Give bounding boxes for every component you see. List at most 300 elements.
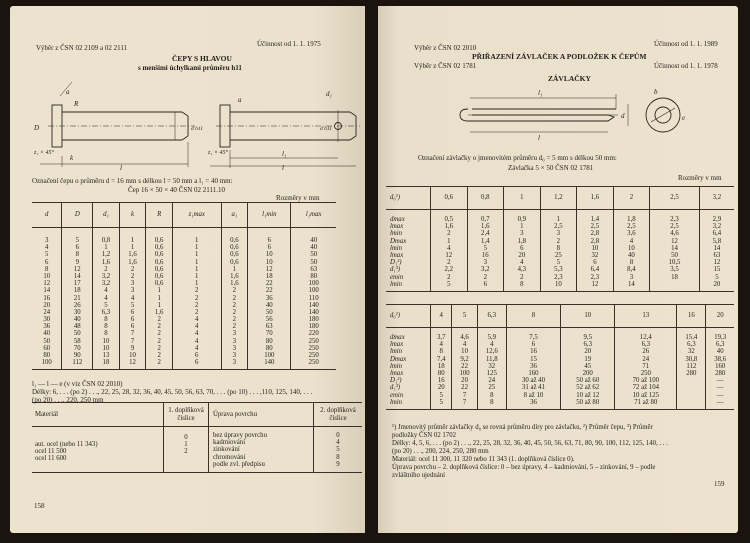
label-a-2: a	[238, 96, 242, 104]
dim-cell: 3	[232, 344, 237, 352]
cotter-cell	[677, 399, 705, 406]
mat-surface: chromování	[213, 453, 246, 461]
cotter-header-cell: 6,3	[477, 305, 506, 328]
dim-cell: 0,6	[154, 251, 164, 259]
dim-cell: 3	[232, 359, 237, 367]
cotter-cell: 10	[591, 244, 599, 252]
mat-surface: kadmiování	[213, 439, 246, 447]
cotter-cell: 30,8	[685, 355, 698, 363]
cotter-cell: 5	[439, 398, 443, 406]
footnote-4: Úprava povrchu – 2. doplňková číslice: 0 – bez úpravy, 4 – kadmiování, 5 – zinkování, 9 – podle	[392, 464, 656, 471]
dim-cell: 2	[232, 301, 237, 309]
dim-cell: 180	[308, 323, 319, 331]
cotter-cell: 6	[531, 341, 536, 349]
cotter-column	[699, 210, 734, 292]
cotter-cell: 1	[447, 237, 451, 245]
cotter-cell: —	[716, 391, 724, 399]
dim-cell: 18	[102, 359, 110, 367]
cotter-cell: 19	[584, 355, 592, 363]
cotter-cell: 10,5	[668, 259, 681, 267]
cotter-row-label: d₁³)	[390, 384, 401, 392]
dim-cell: 2	[157, 344, 161, 352]
cotter-header-cell: 13	[615, 305, 677, 328]
dim-cell: 50	[73, 330, 81, 338]
cotter-label-e: e	[682, 114, 686, 122]
cotter-cell: 2,5	[554, 223, 563, 231]
mat-header-digit2: 2. doplňková číslice	[314, 403, 363, 427]
mat-digit2: 5	[336, 446, 340, 454]
dim-cell: 1,6	[230, 280, 239, 288]
cotter-drawing	[458, 84, 688, 144]
cotter-cell: 5	[483, 244, 487, 252]
cotter-row-label: lmax	[390, 369, 404, 377]
cotter-cell: 16	[481, 251, 489, 259]
dim-cell: 5	[104, 301, 108, 309]
cotter-cell: 4,6	[460, 334, 469, 341]
cotter-cell: 5	[556, 259, 561, 267]
label-z45-2: z₁ × 45°	[208, 150, 228, 156]
cotter-column	[452, 328, 477, 410]
cotter-row-labels	[386, 328, 431, 410]
cotter-cell: 14	[671, 244, 678, 252]
cotter-table-small	[386, 186, 734, 292]
dim-cell: 1,6	[128, 258, 137, 266]
dim-cell: 16	[43, 294, 51, 302]
cotter-cell: 4	[447, 244, 451, 252]
cotter-cell: 32	[591, 251, 599, 259]
cotter-cell: 1	[556, 216, 561, 223]
dim-column	[146, 228, 173, 370]
cotter-cell: 6,3	[715, 341, 725, 349]
footnote-2: Délky: 4, 5, 6, . . . (po 2) . . ., 22, 25, 28, 32, 36, 40, 45, 50, 56, 63, 71, 80, 90, 100, 112, 125, 140, . . .	[392, 440, 668, 447]
dim-cell: 2	[232, 287, 237, 295]
cotter-cell: 25	[488, 384, 496, 392]
footnote-4b: zvláštního ujednání	[392, 472, 446, 479]
pin-units-note: Rozměry v mm	[276, 194, 320, 202]
cotter-cell: 1,6	[481, 223, 490, 231]
dim-cell: 2	[157, 316, 161, 324]
dim-cell: 0,6	[230, 237, 239, 244]
cotter-column	[577, 210, 614, 292]
dim-header-cell: l₁max	[291, 203, 336, 228]
dim-cell: 10	[102, 337, 110, 345]
cotter-cell	[650, 281, 699, 288]
cotter-cell: 1,8	[517, 237, 527, 245]
dim-cell: 1	[157, 301, 161, 309]
dim-cell: 4	[195, 316, 199, 324]
cotter-row-label: lmax	[390, 251, 404, 259]
dim-header-cell: z₁max	[172, 203, 221, 228]
cotter-column	[431, 210, 468, 292]
cotter-cell: 5	[439, 391, 443, 399]
cotter-cell: 45	[584, 362, 592, 370]
dim-cell: 10	[102, 344, 110, 352]
cotter-column	[467, 210, 504, 292]
cotter-cell: 2	[447, 259, 451, 267]
dim-cell: 63	[310, 265, 318, 273]
mat-header-surface: Úprava povrchu	[209, 403, 314, 427]
cotter-header-cell: 0,6	[431, 187, 468, 210]
dim-cell: 40	[310, 237, 318, 244]
right-title: PŘIŘAZENÍ ZÁVLAČEK A PODLOŽEK K ČEPŮM	[472, 52, 647, 61]
dim-cell: 112	[72, 359, 83, 367]
cotter-header-cell: 5	[452, 305, 477, 328]
dim-cell: 2	[157, 337, 161, 345]
cotter-cell: 15	[713, 266, 721, 274]
dim-cell: 50	[310, 251, 318, 259]
cotter-cell: 6,3	[583, 341, 592, 349]
dim-cell: 18	[265, 272, 273, 280]
cotter-cell: 100	[459, 369, 470, 377]
dim-cell: 18	[73, 287, 81, 295]
cotter-row-label: D₁²)	[390, 377, 402, 385]
dim-cell: 4	[195, 337, 199, 345]
cotter-cell: 5,9	[487, 334, 497, 341]
cotter-column	[650, 210, 700, 292]
dim-cell: 14	[73, 272, 81, 280]
cotter-cell: 0,7	[481, 216, 490, 223]
cotter-cell: 3	[483, 259, 487, 267]
cotter-row-label: lmin	[390, 244, 403, 252]
dim-cell: 30	[43, 316, 51, 324]
dim-cell: 48	[73, 323, 81, 331]
dim-header-cell: d	[32, 203, 62, 228]
cotter-cell: 4	[520, 259, 524, 267]
cotter-cell: 2	[520, 273, 524, 281]
dim-header-cell: d₁	[93, 203, 120, 228]
cotter-cell: 16	[437, 377, 445, 385]
dim-cell: 10	[265, 258, 273, 266]
cotter-row-label: D₁²)	[390, 259, 402, 267]
dim-cell: 0,6	[154, 244, 164, 252]
mat-digit1: 2	[184, 448, 188, 456]
cotter-cell: 2,5	[670, 223, 679, 231]
dim-cell: 1	[130, 237, 135, 244]
cotter-column	[706, 328, 734, 410]
cotter-cell: 10	[628, 244, 635, 252]
cotter-cell: 7	[462, 398, 467, 406]
dim-cell: 10	[43, 272, 51, 280]
dim-cell: 110	[308, 294, 319, 302]
dim-cell: 5	[130, 301, 135, 309]
dim-cell: 6	[267, 244, 271, 252]
dim-cell: 5	[75, 237, 79, 244]
cotter-cell: 160	[715, 362, 726, 370]
cotter-cell: 0,5	[444, 216, 454, 223]
cotter-cell: 6	[593, 259, 597, 267]
cotter-cell: 71 až 80	[634, 398, 658, 406]
cotter-header-cell: 1	[504, 187, 541, 210]
dim-cell: 220	[308, 330, 319, 338]
dim-cell: 6	[130, 323, 135, 331]
cotter-cell: 280	[715, 369, 726, 377]
dim-cell: 90	[73, 352, 81, 359]
cotter-cell: 40	[716, 348, 724, 356]
dim-cell: 1,6	[230, 272, 239, 280]
dim-cell: 1	[195, 272, 199, 280]
dim-cell: 21	[73, 294, 81, 302]
dim-cell: 1	[195, 237, 199, 244]
cotter-column	[677, 328, 706, 410]
dim-header-cell: l₁min	[248, 203, 291, 228]
cotter-cell: 2,9	[712, 216, 722, 223]
cotter-cell: 10 až 12	[576, 391, 600, 399]
cotter-cell: 18	[671, 273, 678, 281]
dim-cell: 6	[267, 237, 271, 244]
footnote-1b: podložky ČSN 02 1702	[392, 432, 457, 439]
dim-cell: 1,6	[128, 251, 137, 259]
cotter-cell: 3,7	[436, 334, 446, 341]
dim-cell: 0,6	[154, 272, 164, 280]
label-z45: z₁ × 45°	[34, 150, 54, 156]
cotter-cell: 3,2	[712, 223, 722, 231]
dim-cell: 100	[264, 352, 275, 359]
dim-cell: 12	[43, 280, 51, 288]
cotter-cell: 112	[686, 362, 697, 370]
cotter-cell: 2,5	[627, 223, 636, 231]
dim-column	[32, 228, 62, 370]
dim-cell: 1,2	[101, 251, 111, 259]
mat-header-digit1: 1. doplňková číslice	[164, 403, 209, 427]
cotter-cell: 31 až 41	[521, 384, 545, 392]
dim-cell: 60	[43, 344, 51, 352]
cotter-cell: 8	[490, 391, 494, 399]
cotter-cell: 125	[486, 369, 497, 377]
cotter-cell: 20	[437, 384, 445, 392]
cotter-cell: 3,2	[481, 266, 490, 274]
cotter-cell: 1,8	[627, 216, 636, 223]
dim-cell: 2	[130, 272, 135, 280]
dim-cell: 80	[310, 272, 318, 280]
cotter-column	[504, 210, 541, 292]
footnote-3: Materiál: ocel 11 300, 11 320 nebo 11 343 (1. doplňková číslice 0).	[392, 456, 575, 463]
mat-digit2: 0	[336, 432, 340, 439]
mat-digit2: 4	[336, 439, 340, 447]
cotter-column	[540, 210, 577, 292]
cotter-cell: 7,5	[529, 334, 538, 341]
pin-designation-line2: Čep 16 × 50 × 40 ČSN 02 2111.10	[128, 186, 226, 194]
cotter-header-cell: 1,2	[540, 187, 577, 210]
mat-surfaces	[209, 427, 314, 473]
cotter-cell: 24	[488, 377, 496, 385]
cotter-cell: 2	[447, 273, 451, 281]
dim-cell: 9	[130, 344, 135, 352]
dim-cell: 2	[232, 294, 237, 302]
right-header2-standard: Výběr z ČSN 02 1781	[414, 62, 477, 70]
cotter-row-label: emin	[390, 273, 404, 281]
pin-drawing	[20, 72, 360, 170]
cotter-cell: 3,5	[670, 266, 679, 274]
cotter-column	[477, 328, 506, 410]
dim-cell: 56	[265, 316, 273, 324]
cotter-cell: 1,4	[481, 237, 490, 245]
dim-cell: 5	[45, 251, 49, 259]
left-page	[10, 6, 365, 533]
cotter-cell	[677, 392, 705, 399]
cotter-cell: 50 až 60	[576, 377, 600, 385]
dim-cell: 4	[45, 244, 49, 252]
cotter-cell: 3	[556, 230, 561, 238]
dim-cell: 250	[308, 359, 319, 367]
mat-material: ocel 11 600	[35, 455, 67, 463]
cotter-cell: 2,5	[590, 223, 600, 231]
dim-cell: 250	[308, 344, 319, 352]
dim-cell: 3	[232, 337, 237, 345]
cotter-column	[506, 328, 560, 410]
cotter-row-label: lmin	[390, 280, 403, 288]
cotter-column	[613, 210, 650, 292]
dim-cell: 80	[43, 352, 51, 359]
cotter-header-label: d₀¹)	[386, 305, 431, 328]
left-page-number: 158	[34, 502, 45, 510]
dim-cell: 24	[43, 308, 51, 316]
dim-cell: 3	[130, 280, 135, 288]
dim-cell: 100	[308, 287, 319, 295]
cotter-cell: 10 až 125	[632, 391, 660, 399]
cotter-cell: 7	[462, 391, 467, 399]
left-header-effective: Účinnost od 1. 1. 1975	[257, 40, 321, 48]
cotter-cell: 3,6	[627, 230, 636, 238]
lengths-line3: (po 20) . . ., 220, 250 mm	[32, 396, 104, 404]
dim-cell: 250	[308, 352, 319, 359]
dim-cell: 12	[73, 265, 81, 273]
cotter-cell: 2,3	[554, 273, 563, 281]
right-header-standard: Výběr z ČSN 02 2010	[414, 44, 477, 52]
cotter-cell: 5	[715, 273, 719, 281]
label-k: k	[70, 154, 74, 162]
cotter-row-label: lmin	[390, 362, 403, 370]
dim-cell: 6	[75, 244, 79, 252]
cotter-cell: 14	[713, 244, 721, 252]
dim-cell: 63	[265, 323, 273, 331]
cotter-designation-line1: Označení závlačky o jmenovitém průměru d₀ = 5 mm s délkou 50 mm:	[418, 154, 617, 162]
dim-cell: 50	[43, 337, 51, 345]
cotter-cell: 3	[520, 230, 524, 238]
dim-cell: 6	[45, 258, 49, 266]
cotter-header-cell: 2,5	[650, 187, 700, 210]
mat-materials	[32, 427, 164, 473]
cotter-cell: 5	[447, 280, 451, 288]
left-title: ČEPY S HLAVOU	[172, 54, 232, 63]
dim-cell: 6	[195, 352, 199, 359]
cotter-cell: 38,6	[714, 355, 727, 363]
dim-cell: 36	[265, 294, 273, 302]
cotter-cell: 12	[445, 251, 453, 259]
dim-cell: 13	[102, 352, 110, 359]
dim-column	[221, 228, 248, 370]
cotter-cell: 72 až 104	[632, 384, 660, 392]
dim-header-cell: D	[62, 203, 93, 228]
cotter-table-large	[386, 304, 734, 410]
dim-cell: 2	[157, 323, 161, 331]
dim-cell: 8	[45, 265, 49, 273]
dim-cell: 2	[157, 359, 161, 367]
dim-cell: 1	[195, 258, 199, 266]
dim-cell: 3,2	[101, 272, 111, 280]
cotter-cell: 4,6	[670, 230, 679, 238]
dim-cell: 22	[265, 280, 273, 288]
cotter-cell: 2,4	[481, 230, 490, 238]
dim-cell: 0,6	[154, 265, 164, 273]
cotter-cell: 8	[556, 244, 561, 252]
cotter-header-cell: 16	[677, 305, 706, 328]
left-subtitle: s menšími úchylkami průměru h11	[138, 64, 242, 72]
cotter-cell: 40	[628, 251, 635, 259]
cotter-header-label: d₀¹)	[386, 187, 431, 210]
mat-digit1: 0	[184, 434, 188, 441]
footnote-2b: (po 20) . . ., 200, 224, 250, 280 mm	[392, 448, 489, 455]
cotter-cell: 32	[488, 362, 496, 370]
dim-cell: 8	[104, 330, 108, 338]
dim-cell: 40	[73, 316, 81, 324]
dim-cell: 2	[195, 308, 199, 316]
mat-surface: podle zvl. předpisu	[213, 460, 265, 468]
cotter-cell: 8	[439, 348, 443, 356]
pin-designation-line1: Označení čepu o průměru d = 16 mm s délkou l = 50 mm a l₁ = 40 mm:	[32, 177, 233, 185]
cotter-designation-line2: Závlačka 5 × 50 ČSN 02 1781	[508, 164, 594, 172]
cotter-row-label: lmax	[390, 223, 404, 231]
right-page-number: 159	[714, 480, 725, 488]
cotter-cell: 20	[713, 280, 721, 288]
dim-cell: 2	[232, 316, 237, 324]
pin-dimensions-table	[32, 202, 336, 370]
cotter-cell: 52 až 62	[576, 384, 600, 392]
cotter-cell: 36	[530, 398, 537, 406]
cotter-row-label: dmax	[390, 334, 405, 341]
cotter-cell: 2,8	[590, 230, 600, 238]
cotter-cell: 8	[490, 398, 494, 406]
dim-cell: 4	[195, 323, 199, 331]
right-subtitle: ZÁVLAČKY	[548, 74, 591, 83]
dim-header-cell: a₁	[221, 203, 248, 228]
cotter-cell: 2,3	[590, 273, 600, 281]
cotter-cell: 6,4	[712, 230, 722, 238]
dim-cell: 3,2	[101, 280, 111, 288]
cotter-cell: 2,2	[444, 266, 454, 274]
dim-cell: 8	[104, 323, 108, 331]
dim-cell: 80	[265, 344, 273, 352]
cotter-cell: 6,3	[641, 341, 651, 349]
dim-cell: 80	[265, 337, 273, 345]
dim-cell: 0,6	[230, 251, 239, 259]
dim-cell: 140	[308, 308, 319, 316]
label-d-h11-2: d h11	[320, 126, 332, 132]
mat-digit2: 8	[336, 453, 340, 461]
dim-cell: 0,6	[230, 244, 239, 252]
label-l: l	[120, 164, 122, 170]
cotter-label-b: b	[654, 88, 658, 96]
dim-cell: 180	[308, 316, 319, 324]
dim-cell: 1,6	[154, 308, 164, 316]
cotter-cell: 10	[554, 280, 562, 288]
dim-column	[172, 228, 221, 370]
dim-column	[62, 228, 93, 370]
cotter-cell: —	[716, 377, 724, 385]
label-a: a	[66, 88, 70, 96]
dim-cell: 70	[265, 330, 273, 338]
cotter-cell: 80	[437, 369, 445, 377]
dim-cell: 0,6	[154, 258, 164, 266]
label-R: R	[74, 100, 79, 108]
cotter-row-label: emin	[390, 391, 404, 399]
dim-cell: 40	[310, 244, 318, 252]
cotter-units-note: Rozměry v mm	[678, 174, 722, 182]
cotter-row-label: lmin	[390, 348, 403, 356]
cotter-cell: 15	[530, 355, 537, 363]
lengths-line2: Délky: 6, . . . (po 2) . . ., 22, 25, 28, 32, 36, 40, 45, 50, 56, 63, 70, . . . (po 10) . . . ,110, 125, 140, . . .	[32, 388, 313, 396]
cotter-label-l1: l₁	[538, 89, 543, 97]
cotter-cell: 11,8	[485, 355, 498, 363]
